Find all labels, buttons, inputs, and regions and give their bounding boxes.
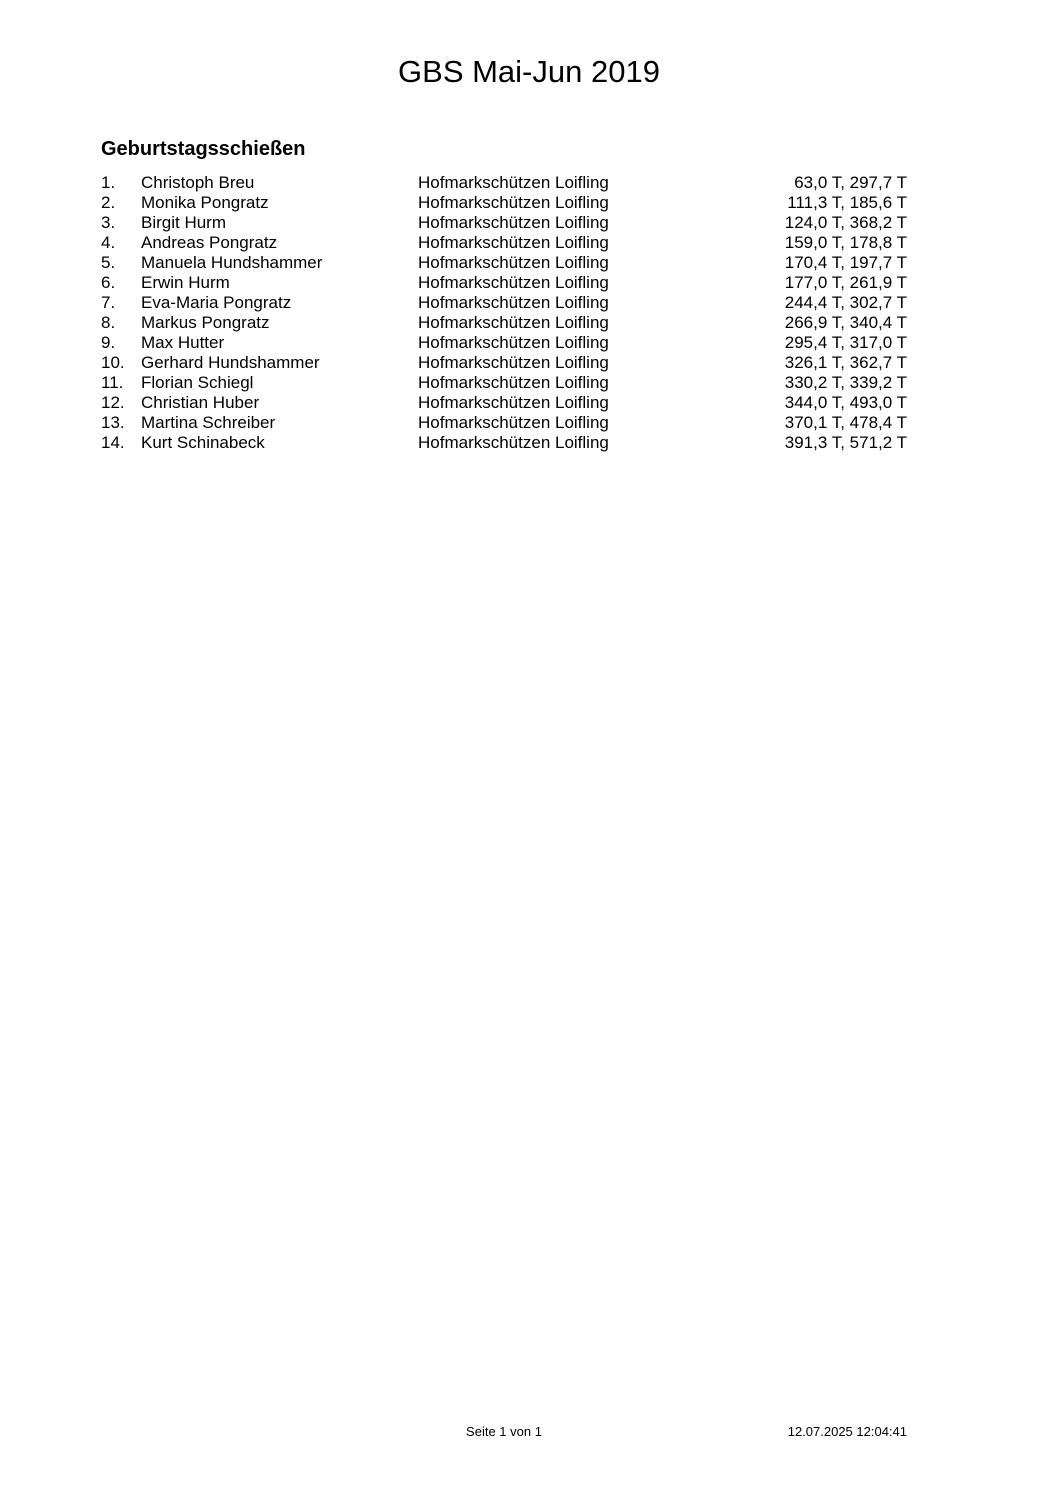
result-club: Hofmarkschützen Loifling: [418, 193, 609, 212]
result-club: Hofmarkschützen Loifling: [418, 413, 609, 432]
result-name: Manuela Hundshammer: [141, 253, 323, 272]
result-rank: 7.: [101, 293, 116, 312]
footer-timestamp: 12.07.2025 12:04:41: [787, 1424, 907, 1439]
result-club: Hofmarkschützen Loifling: [418, 173, 609, 192]
result-rank: 13.: [101, 413, 125, 432]
result-name: Gerhard Hundshammer: [141, 353, 320, 372]
result-rank: 4.: [101, 233, 116, 252]
result-name: Eva-Maria Pongratz: [141, 293, 292, 312]
result-row: [101, 273, 921, 293]
result-score: 159,0 T, 178,8 T: [784, 233, 907, 252]
result-name: Kurt Schinabeck: [141, 433, 265, 452]
page-title: GBS Mai-Jun 2019: [398, 54, 660, 89]
result-row: [101, 313, 921, 333]
result-rank: 3.: [101, 213, 116, 232]
result-row: [101, 213, 921, 233]
result-score: 295,4 T, 317,0 T: [784, 333, 907, 352]
result-row: [101, 413, 921, 433]
result-score: 326,1 T, 362,7 T: [784, 353, 907, 372]
result-name: Florian Schiegl: [141, 373, 254, 392]
result-club: Hofmarkschützen Loifling: [418, 353, 609, 372]
result-club: Hofmarkschützen Loifling: [418, 333, 609, 352]
result-score: 124,0 T, 368,2 T: [784, 213, 907, 232]
results-list: [101, 173, 921, 453]
result-name: Erwin Hurm: [141, 273, 230, 292]
result-name: Christian Huber: [141, 393, 260, 412]
result-name: Christoph Breu: [141, 173, 255, 192]
footer-page-number: Seite 1 von 1: [466, 1424, 542, 1439]
result-rank: 11.: [101, 373, 124, 392]
result-row: [101, 173, 921, 193]
result-name: Andreas Pongratz: [141, 233, 278, 252]
result-name: Max Hutter: [141, 333, 225, 352]
result-score: 391,3 T, 571,2 T: [784, 433, 907, 452]
result-club: Hofmarkschützen Loifling: [418, 313, 609, 332]
result-club: Hofmarkschützen Loifling: [418, 213, 609, 232]
result-score: 266,9 T, 340,4 T: [784, 313, 907, 332]
result-club: Hofmarkschützen Loifling: [418, 433, 609, 452]
result-row: [101, 433, 921, 453]
result-score: 344,0 T, 493,0 T: [784, 393, 907, 412]
result-club: Hofmarkschützen Loifling: [418, 253, 609, 272]
result-row: [101, 253, 921, 273]
result-rank: 1.: [101, 173, 116, 192]
result-rank: 10.: [101, 353, 125, 372]
result-row: [101, 393, 921, 413]
result-row: [101, 293, 921, 313]
result-score: 244,4 T, 302,7 T: [784, 293, 907, 312]
result-club: Hofmarkschützen Loifling: [418, 293, 609, 312]
result-club: Hofmarkschützen Loifling: [418, 233, 609, 252]
result-club: Hofmarkschützen Loifling: [418, 393, 609, 412]
result-rank: 12.: [101, 393, 125, 412]
result-rank: 2.: [101, 193, 116, 212]
result-name: Martina Schreiber: [141, 413, 276, 432]
result-name: Markus Pongratz: [141, 313, 270, 332]
result-name: Birgit Hurm: [141, 213, 227, 232]
result-score: 170,4 T, 197,7 T: [784, 253, 907, 272]
result-name: Monika Pongratz: [141, 193, 269, 212]
result-score: 111,3 T, 185,6 T: [787, 193, 907, 212]
result-score: 370,1 T, 478,4 T: [784, 413, 907, 432]
section-heading: Geburtstagsschießen: [101, 138, 306, 160]
result-rank: 8.: [101, 313, 116, 332]
result-score: 330,2 T, 339,2 T: [784, 373, 907, 392]
result-club: Hofmarkschützen Loifling: [418, 273, 609, 292]
result-score: 63,0 T, 297,7 T: [794, 173, 907, 192]
result-row: [101, 193, 921, 213]
result-rank: 9.: [101, 333, 116, 352]
result-row: [101, 353, 921, 373]
result-score: 177,0 T, 261,9 T: [784, 273, 907, 292]
result-rank: 6.: [101, 273, 116, 292]
result-row: [101, 333, 921, 353]
result-club: Hofmarkschützen Loifling: [418, 373, 609, 392]
result-row: [101, 373, 921, 393]
result-rank: 14.: [101, 433, 125, 452]
result-rank: 5.: [101, 253, 116, 272]
result-row: [101, 233, 921, 253]
